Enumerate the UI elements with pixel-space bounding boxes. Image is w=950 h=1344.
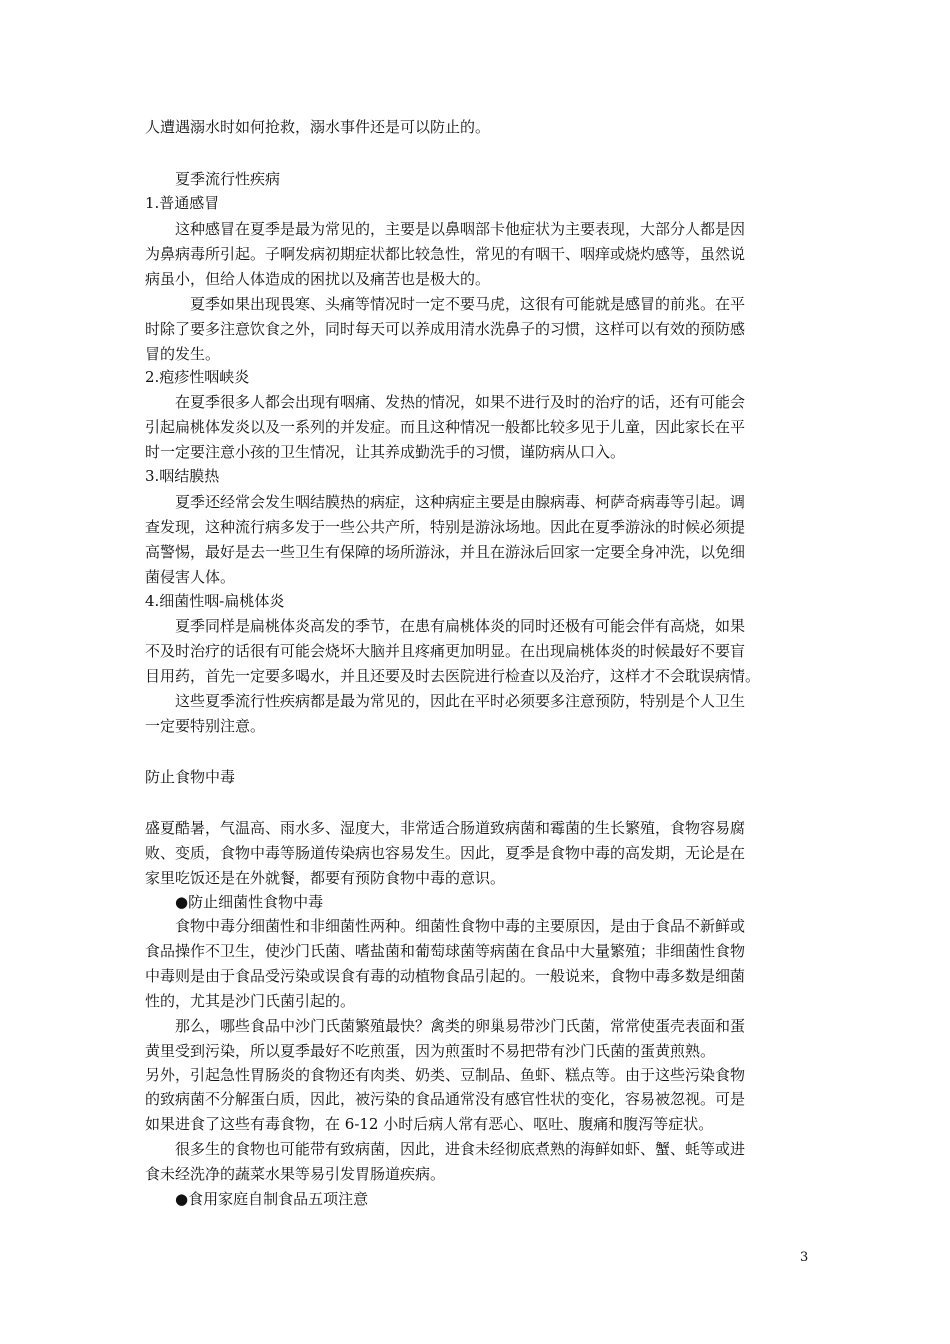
subsection-heading: 2.疱疹性咽峡炎 xyxy=(145,368,250,386)
text-line: 时除了要多注意饮食之外，同时每天可以养成用清水洗鼻子的习惯，这样可以有效的预防感 xyxy=(145,320,746,338)
text-line: 为鼻病毒所引起。子啊发病初期症状都比较急性，常见的有咽干、咽痒或烧灼感等，虽然说 xyxy=(145,245,746,263)
text-line: 的致病菌不分解蛋白质，因此，被污染的食品通常没有感官性状的变化，容易被忽视。可是 xyxy=(145,1090,746,1108)
text-line: 一定要特别注意。 xyxy=(145,717,266,735)
subsection-heading: 3.咽结膜热 xyxy=(145,467,220,485)
text-line: 盛夏酷暑，气温高、雨水多、湿度大，非常适合肠道致病菌和霉菌的生长繁殖，食物容易腐 xyxy=(145,819,746,837)
subsection-heading: 4.细菌性咽-扁桃体炎 xyxy=(145,592,285,610)
text-line: 夏季同样是扁桃体炎高发的季节，在患有扁桃体炎的同时还极有可能会伴有高烧，如果 xyxy=(145,617,746,635)
text-line: 高警惕，最好是去一些卫生有保障的场所游泳，并且在游泳后回家一定要全身冲洗，以免细 xyxy=(145,543,746,561)
text-line: 病虽小，但给人体造成的困扰以及痛苦也是极大的。 xyxy=(145,270,491,288)
text-line: 如果进食了这些有毒食物，在 6-12 小时后病人常有恶心、呕吐、腹痛和腹泻等症状。 xyxy=(145,1115,714,1133)
subsection-heading: 1.普通感冒 xyxy=(145,194,220,212)
text-line: 目用药，首先一定要多喝水，并且还要及时去医院进行检查以及治疗，这样才不会耽误病情。 xyxy=(145,667,761,685)
text-line: 食物中毒分细菌性和非细菌性两种。细菌性食物中毒的主要原因，是由于食品不新鲜或 xyxy=(145,917,746,935)
text-line: 这些夏季流行性疾病都是最为常见的，因此在平时必须要多注意预防，特别是个人卫生 xyxy=(145,692,746,710)
text-line: 性的，尤其是沙门氏菌引起的。 xyxy=(145,992,356,1010)
page-number: 3 xyxy=(800,1250,809,1265)
bullet-heading: ●防止细菌性食物中毒 xyxy=(145,893,324,911)
text-line: 菌侵害人体。 xyxy=(145,568,236,586)
text-line: 在夏季很多人都会出现有咽痛、发热的情况，如果不进行及时的治疗的话，还有可能会 xyxy=(145,393,746,411)
text-line: 食未经洗净的蔬菜水果等易引发胃肠道疾病。 xyxy=(145,1165,446,1183)
text-line: 查发现，这种流行病多发于一些公共产所，特别是游泳场地。因此在夏季游泳的时候必须提 xyxy=(145,518,746,536)
text-line: 很多生的食物也可能带有致病菌，因此，进食未经彻底煮熟的海鲜如虾、蟹、蚝等或进 xyxy=(145,1140,746,1158)
text-line: 夏季如果出现畏寒、头痛等情况时一定不要马虎，这很有可能就是感冒的前兆。在平 xyxy=(145,295,746,313)
text-line: 引起扁桃体发炎以及一系列的并发症。而且这种情况一般都比较多见于儿童，因此家长在平 xyxy=(145,418,746,436)
text-line: 那么，哪些食品中沙门氏菌繁殖最快？禽类的卵巢易带沙门氏菌，常常使蛋壳表面和蛋 xyxy=(145,1017,746,1035)
text-line: 家里吃饭还是在外就餐，都要有预防食物中毒的意识。 xyxy=(145,869,506,887)
text-line: 这种感冒在夏季是最为常见的，主要是以鼻咽部卡他症状为主要表现，大部分人都是因 xyxy=(145,220,746,238)
text-line: 黄里受到污染，所以夏季最好不吃煎蛋，因为煎蛋时不易把带有沙门氏菌的蛋黄煎熟。 xyxy=(145,1042,716,1060)
text-line: 另外，引起急性胃肠炎的食物还有肉类、奶类、豆制品、鱼虾、糕点等。由于这些污染食物 xyxy=(145,1066,746,1084)
text-line: 败、变质，食物中毒等肠道传染病也容易发生。因此，夏季是食物中毒的高发期，无论是在 xyxy=(145,844,746,862)
text-line: 不及时治疗的话很有可能会烧坏大脑并且疼痛更加明显。在出现扁桃体炎的时候最好不要盲 xyxy=(145,642,746,660)
text-line: 冒的发生。 xyxy=(145,345,221,363)
text-line: 人遭遇溺水时如何抢救，溺水事件还是可以防止的。 xyxy=(145,118,491,136)
bullet-heading: ●食用家庭自制食品五项注意 xyxy=(145,1190,369,1208)
text-line: 中毒则是由于食品受污染或误食有毒的动植物食品引起的。一般说来，食物中毒多数是细菌 xyxy=(145,967,746,985)
section-heading: 防止食物中毒 xyxy=(145,768,236,786)
section-heading: 夏季流行性疾病 xyxy=(145,170,281,188)
text-line: 食品操作不卫生，使沙门氏菌、嗜盐菌和葡萄球菌等病菌在食品中大量繁殖；非细菌性食物 xyxy=(145,942,746,960)
text-line: 时一定要注意小孩的卫生情况，让其养成勤洗手的习惯，谨防病从口入。 xyxy=(145,443,626,461)
text-line: 夏季还经常会发生咽结膜热的病症，这种病症主要是由腺病毒、柯萨奇病毒等引起。调 xyxy=(145,493,746,511)
